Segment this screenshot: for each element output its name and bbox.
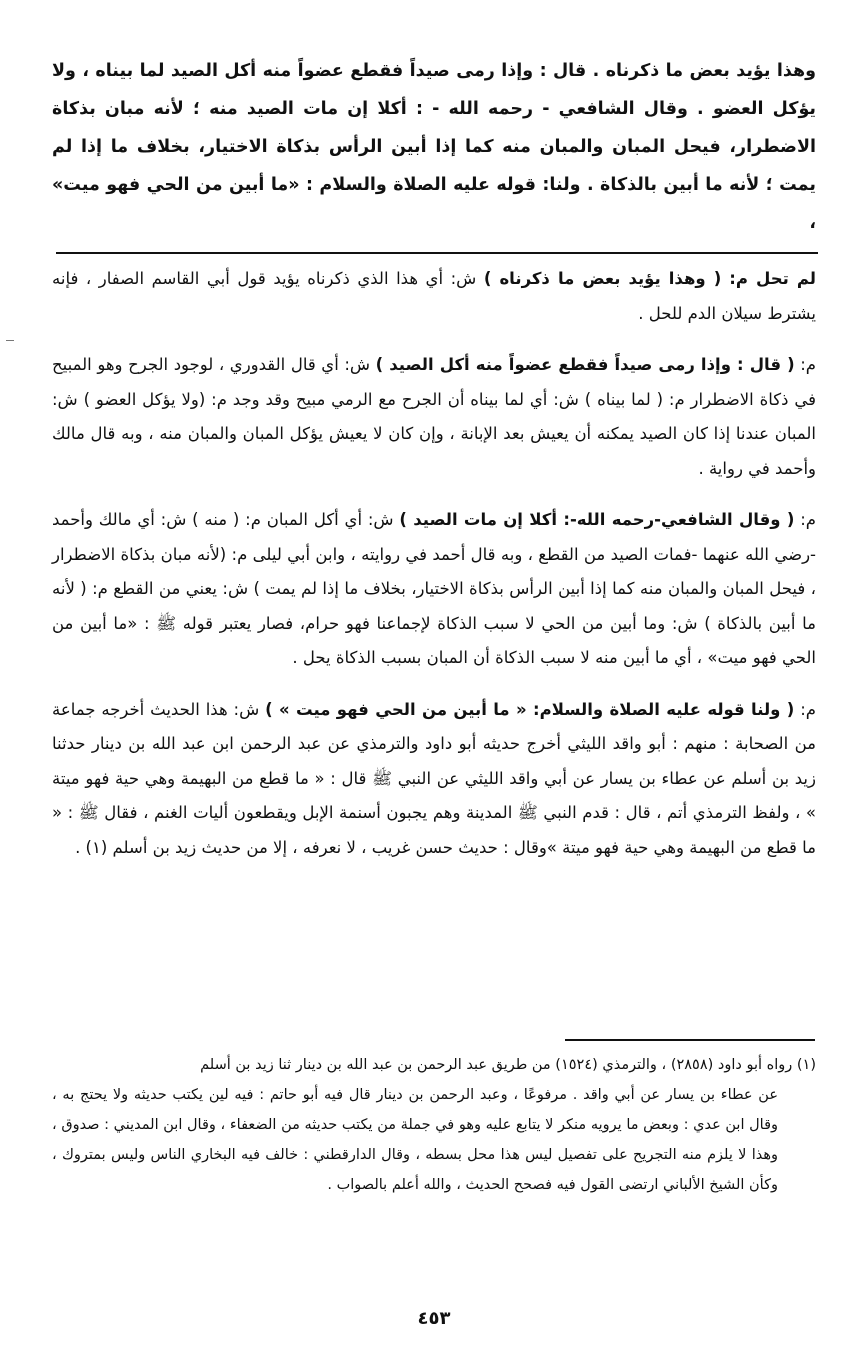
main-text-paragraph: وهذا يؤيد بعض ما ذكرناه . قال : وإذا رمى صيداً فقطع عضواً منه أكل الصيد لما بيناه ، ولا يؤكل العضو . وقال الشافعي - رحمه الله - : أكلا إن مات الصيد منه ؛ لأنه مبان بذكاة الاضطرار، فيحل المبان والمبان منه كما إذا أبين الرأس بذكاة الاختيار، بخلاف ما إذا لم يمت ؛ لأنه ما أبين بالذكاة . ولنا: قوله عليه الصلاة والسلام : «ما أبين من الحي فهو ميت» ، [52,61,816,233]
main-text [52,52,816,242]
margin-mark [6,340,14,341]
page-number: ٤٥٣ [417,1308,451,1329]
commentary [52,262,816,882]
footnote-line: (١) رواه أبو داود (٢٨٥٨) ، والترمذي (١٥٢٤) من طريق عبد الرحمن بن عبد الله بن دينار ثنا زيد بن أسلم [200,1057,816,1073]
commentary-paragraph: م: ( ولنا قوله عليه الصلاة والسلام: « ما أبين من الحي فهو ميت » ) ش: هذا الحديث أخرجه جماعة من الصحابة : منهم : أبو واقد الليثي أخرج حديثه أبو داود والترمذي عن عبد الرحمن ابن عبد الله بن دينار حدثنا زيد بن أسلم عن عطاء بن يسار عن أبي واقد الليثي عن النبي ﷺ قال : « ما قطع من البهيمة وهي حية فهو ميتة » ، ولفظ الترمذي أتم ، قال : قدم النبي ﷺ المدينة وهم يجبون أسنمة الإبل ويقطعون أليات الغنم ، فقال ﷺ : « ما قطع من البهيمة وهي حية فهو ميتة »وقال : حديث حسن غريب ، لا نعرفه ، إلا من حديث زيد بن أسلم (١) . [52,699,816,857]
footnotes [52,1050,816,1200]
footnote-separator [565,1039,815,1041]
separator-line [56,252,818,254]
quoted-matn: لم تحل م: ( وهذا يؤيد بعض ما ذكرناه ) [483,269,816,288]
commentary-paragraph: لم تحل م: ( وهذا يؤيد بعض ما ذكرناه ) ش: أي هذا الذي ذكرناه يؤيد قول أبي القاسم الصفار ، فإنه يشترط سيلان الدم للحل . [52,269,816,323]
quoted-matn: ( وقال الشافعي-رحمه الله-: أكلا إن مات الصيد ) [399,510,795,529]
quoted-matn: ( ولنا قوله عليه الصلاة والسلام: « ما أبين من الحي فهو ميت » ) [265,699,795,719]
commentary-paragraph: م: ( قال : وإذا رمى صيداً فقطع عضواً منه أكل الصيد ) ش: أي قال القدوري ، لوجود الجرح وهو المبيح في ذكاة الاضطرار م: ( لما بيناه ) ش: أي لما بيناه أن الجرح مع الرمي مبيح وقد وجد م: (ولا يؤكل العضو ) ش: المبان عندنا إذا كان الصيد يمكنه أن يعيش بعد الإبانة ، وإن كان لا يعيش يؤكل المبان والمبان منه ، وبه قال مالك وأحمد في رواية . [52,355,816,478]
footnote-line: عن عطاء بن يسار عن أبي واقد . مرفوعًا ، وعبد الرحمن بن دينار قال فيه أبو حاتم : فيه لين يكتب حديثه ولا يحتج به ، وقال ابن عدي : وبعض ما يرويه منكر لا يتابع عليه وهو في جملة من يكتب حديثه من الضعفاء ، وقال ابن المديني : صدوق ، وهذا لا يلزم منه التجريح على تفصيل ليس هذا محل بسطه ، وقال الدارقطني : خالف فيه البخاري الناس وليس بمتروك ، وكأن الشيخ الألباني ارتضى القول فيه فصحح الحديث ، والله أعلم بالصواب . [52,1087,778,1193]
quoted-matn: ( قال : وإذا رمى صيداً فقطع عضواً منه أكل الصيد ) [375,355,795,374]
commentary-paragraph: م: ( وقال الشافعي-رحمه الله-: أكلا إن مات الصيد ) ش: أي أكل المبان م: ( منه ) ش: أي مالك وأحمد -رضي الله عنهما -فمات الصيد من القطع ، وبه قال أحمد في روايته ، وابن أبي ليلى م: (لأنه مبان بذكاة الاضطرار ، فيحل المبان والمبان منه كما إذا أبين الرأس بذكاة الاختيار، بخلاف ما إذا لم يمت ) ش: يعني من القطع م: ( لأنه ما أبين بالذكاة ) ش: وما أبين من الحي لا سبب الذكاة لإجماعنا فهو حرام، فصار يعتبر قوله ﷺ : «ما أبين من الحي فهو ميت» ، أي ما أبين منه لا سبب الذكاة أن المبان بسبب الذكاة يحل . [52,510,816,667]
